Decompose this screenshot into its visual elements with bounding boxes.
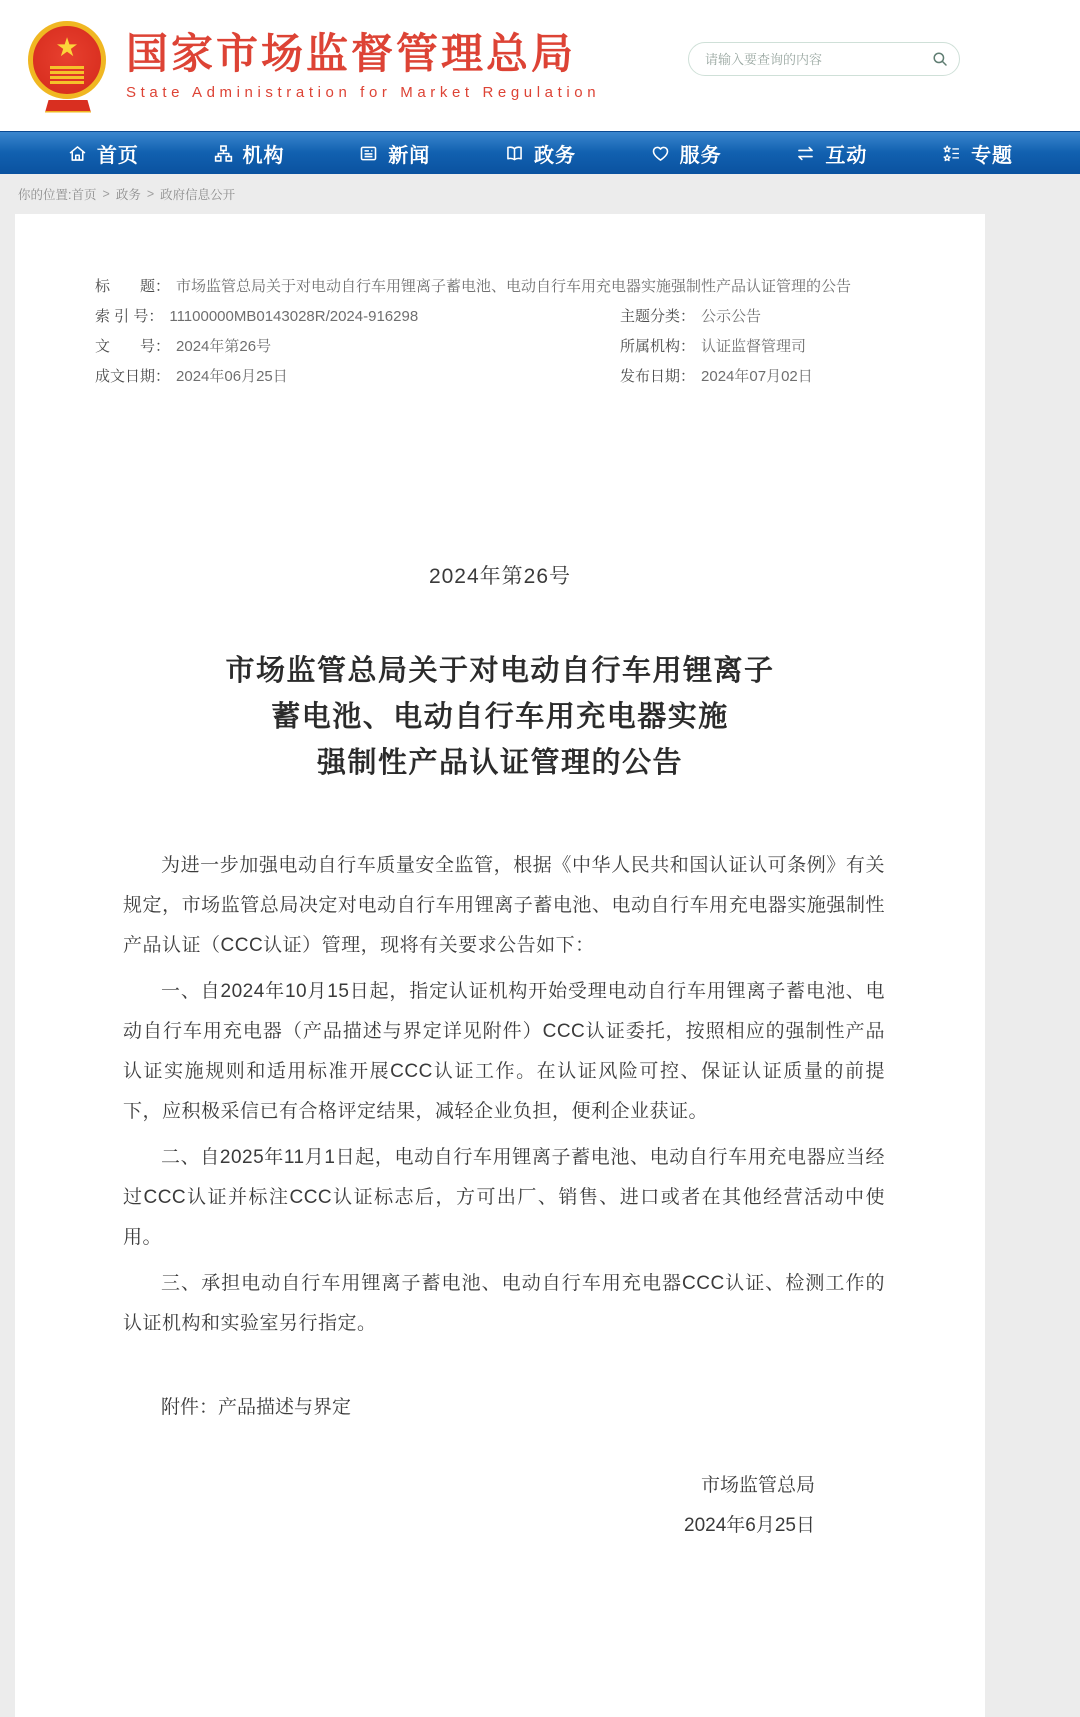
nav-item-home[interactable] [67,139,139,168]
meta-title-label: 标 题： [95,278,171,295]
meta-date-written-label: 成文日期： [95,368,171,385]
body-paragraph: 为进一步加强电动自行车质量安全监管，根据《中华人民共和国认证认可条例》有关规定，市场监管总局决定对电动自行车用锂离子蓄电池、电动自行车用充电器实施强制性产品认证（CCC认证）管理，现将有关要求公告如下： [123,855,885,956]
meta-title-value: 市场监管总局关于对电动自行车用锂离子蓄电池、电动自行车用充电器实施强制性产品认证管理的公告 [176,278,852,295]
nav-item-interact[interactable] [795,139,867,168]
breadcrumb-item-gov[interactable]: 政务 [115,188,141,202]
meta-row-dates [95,362,905,392]
nav-label: 政务 [533,144,576,167]
breadcrumb-item-home[interactable]: 首页 [71,188,97,202]
nav-label: 首页 [96,144,139,167]
meta-category-label: 主题分类： [620,308,696,325]
search-input[interactable] [705,52,931,67]
nav-item-topics[interactable] [941,139,1013,168]
emblem-gate-icon [50,66,84,84]
emblem-star-icon: ★ [55,31,79,62]
nav-label: 专题 [971,144,1014,167]
star-list-icon [941,143,962,164]
meta-docnum-label: 文 号： [95,338,171,355]
breadcrumb [0,174,1080,214]
signature-block [15,1466,985,1546]
nav-label: 互动 [825,144,868,167]
attachment-line: 附件：产品描述与界定 [161,1397,352,1418]
org-chart-icon [213,143,234,164]
site-subtitle-en: State Administration for Market Regulation [126,84,601,101]
site-search[interactable] [688,42,960,76]
meta-index-label: 索 引 号： [95,308,164,325]
document-title-line: 市场监管总局关于对电动自行车用锂离子 [225,655,775,687]
site-titles [126,30,600,101]
document-metadata [15,214,985,392]
nav-item-org[interactable] [213,139,285,168]
document-title-line: 蓄电池、电动自行车用充电器实施 [271,701,729,733]
search-button[interactable] [931,50,949,68]
breadcrumb-item-info[interactable]: 政府信息公开 [160,188,236,202]
search-icon [931,50,949,68]
open-book-icon [504,143,525,164]
meta-row-title [95,272,905,302]
breadcrumb-prefix: 你的位置: [18,188,72,202]
nav-label: 新闻 [388,144,431,167]
body-paragraph: 一、自2024年10月15日起，指定认证机构开始受理电动自行车用锂离子蓄电池、电动自行车用充电器（产品描述与界定详见附件）CCC认证委托，按照相应的强制性产品认证实施规则和适用标准开展CCC认证工作。在认证风险可控、保证认证质量的前提下，应积极采信已有合格评定结果，减轻企业负担，便利企业获证。 [123,981,885,1122]
meta-date-pub-label: 发布日期： [620,368,696,385]
meta-docnum-value: 2024年第26号 [176,338,272,355]
emblem-ribbon [45,100,91,113]
meta-date-written-value: 2024年06月25日 [176,368,288,385]
meta-date-pub-value: 2024年07月02日 [701,368,813,385]
newspaper-icon [358,143,379,164]
content-card [15,214,985,1717]
document-body [15,846,985,1344]
meta-row-index [95,302,905,332]
emblem-circle [28,21,106,99]
nav-label: 服务 [679,144,722,167]
document-number: 2024年第26号 [428,565,572,588]
main-nav [0,131,1080,174]
nav-item-service[interactable] [650,139,722,168]
document-title-line: 强制性产品认证管理的公告 [316,747,683,779]
nav-item-gov[interactable] [504,139,576,168]
site-header [0,0,1080,131]
meta-row-docnum [95,332,905,362]
body-paragraph: 二、自2025年11月1日起，电动自行车用锂离子蓄电池、电动自行车用充电器应当经过CCC认证并标注CCC认证标志后，方可出厂、销售、进口或者在其他经营活动中使用。 [123,1147,885,1248]
heart-icon [650,143,671,164]
breadcrumb-separator: > [102,187,110,201]
document-title [15,648,985,786]
national-emblem-logo [28,21,108,113]
meta-index-value: 11100000MB0143028R/2024-916298 [169,308,419,325]
nav-label: 机构 [242,144,285,167]
signature-org: 市场监管总局 [700,1475,815,1496]
meta-category-value: 公示公告 [701,308,762,325]
breadcrumb-separator: > [146,187,155,201]
body-paragraph: 三、承担电动自行车用锂离子蓄电池、电动自行车用充电器CCC认证、检测工作的认证机构和实验室另行指定。 [123,1273,885,1334]
site-title: 国家市场监督管理总局 [126,30,577,77]
nav-item-news[interactable] [358,139,430,168]
signature-date: 2024年6月25日 [684,1515,815,1536]
meta-org-label: 所属机构： [620,338,696,355]
home-icon [67,143,88,164]
exchange-arrows-icon [795,143,816,164]
meta-org-value: 认证监督管理司 [701,338,807,355]
